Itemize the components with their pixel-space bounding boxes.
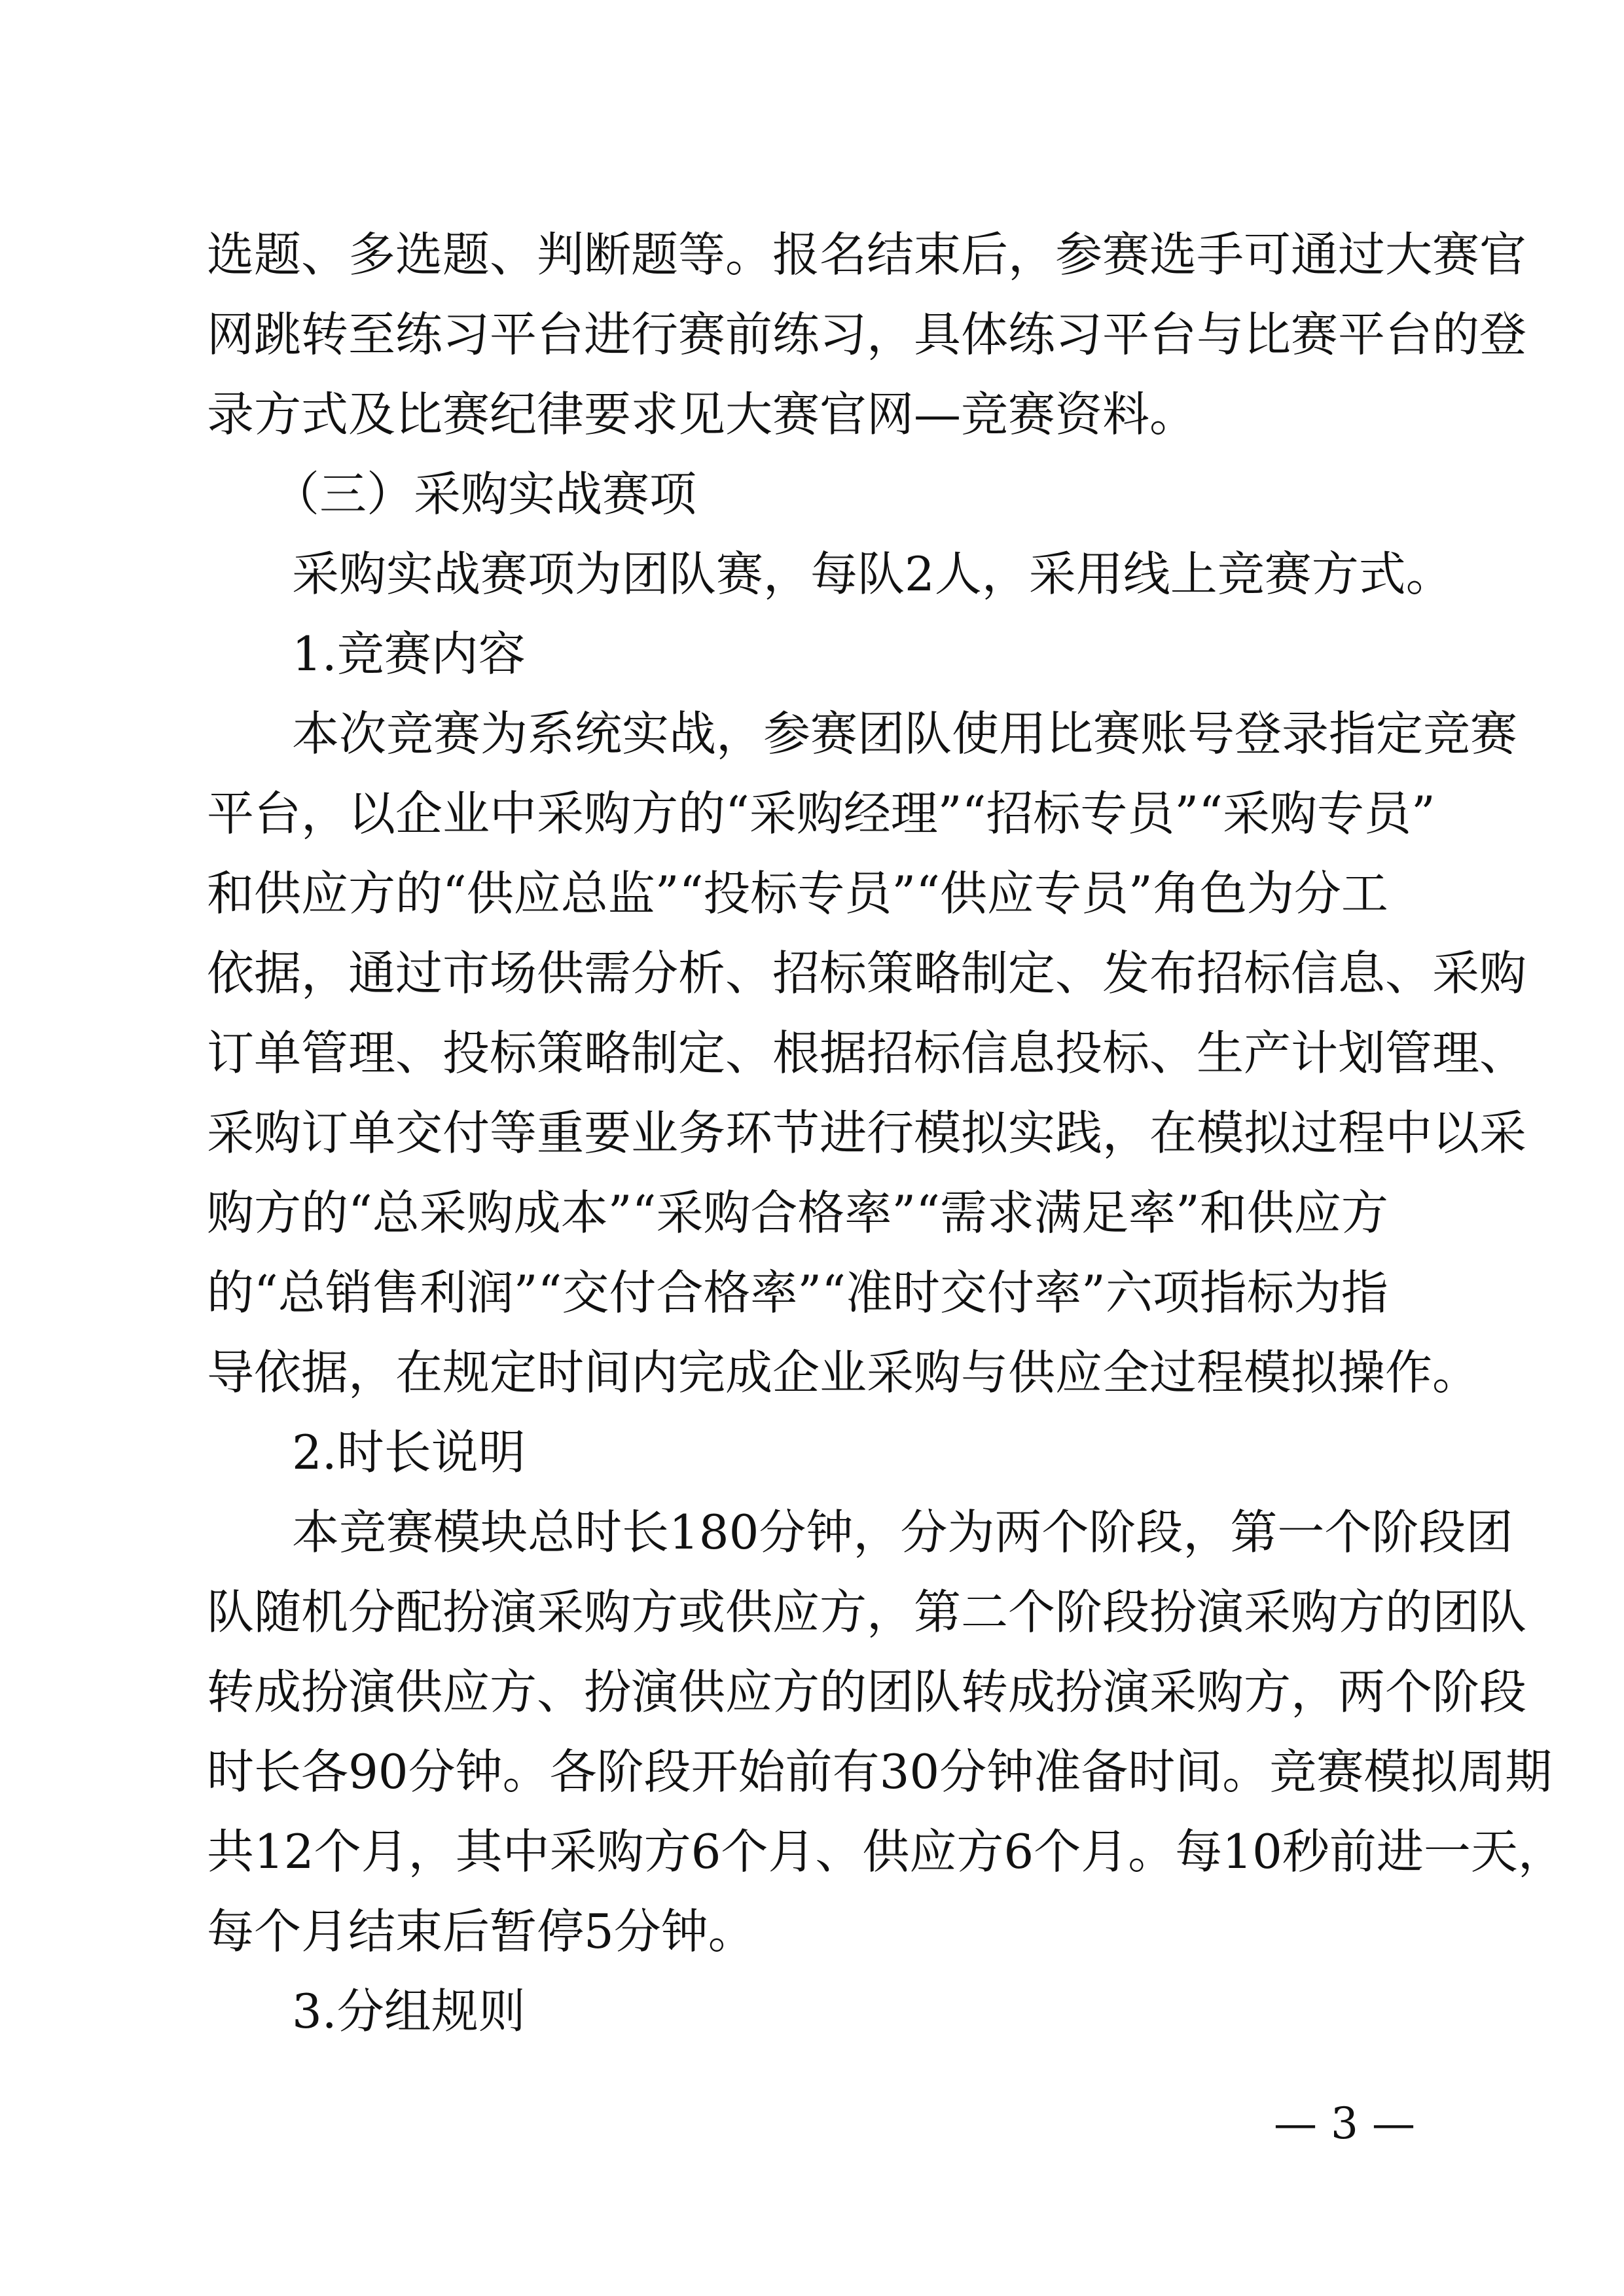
paragraph-line: 依据，通过市场供需分析、招标策略制定、发布招标信息、采购 [207, 946, 1527, 1001]
page-number: — 3 — [1274, 2098, 1415, 2149]
paragraph-line: 选题、多选题、判断题等。报名结束后，参赛选手可通过大赛官 [207, 227, 1527, 282]
paragraph-line: 导依据，在规定时间内完成企业采购与供应全过程模拟操作。 [207, 1345, 1480, 1400]
paragraph-line: 本竞赛模块总时长180分钟，分为两个阶段，第一个阶段团 [292, 1505, 1513, 1560]
subsection-heading: 2.时长说明 [292, 1425, 526, 1480]
paragraph-line: 网跳转至练习平台进行赛前练习，具体练习平台与比赛平台的登 [207, 307, 1527, 362]
paragraph-line: 本次竞赛为系统实战，参赛团队使用比赛账号登录指定竞赛 [292, 706, 1518, 761]
subsection-heading: 3.分组规则 [292, 1984, 526, 2039]
paragraph-line: 平台，以企业中采购方的“采购经理”“招标专员”“采购专员” [207, 786, 1435, 841]
paragraph-line: 购方的“总采购成本”“采购合格率”“需求满足率”和供应方 [207, 1185, 1388, 1240]
paragraph-line: 共12个月，其中采购方6个月、供应方6个月。每10秒前进一天， [207, 1824, 1565, 1879]
paragraph-line: 和供应方的“供应总监”“投标专员”“供应专员”角色为分工 [207, 866, 1388, 921]
paragraph-line: 转成扮演供应方、扮演供应方的团队转成扮演采购方，两个阶段 [207, 1664, 1527, 1719]
paragraph-line: 的“总销售利润”“交付合格率”“准时交付率”六项指标为指 [207, 1265, 1388, 1320]
paragraph-line: 采购订单交付等重要业务环节进行模拟实践，在模拟过程中以采 [207, 1105, 1527, 1160]
paragraph-line: 录方式及比赛纪律要求见大赛官网—竞赛资料。 [207, 387, 1197, 442]
subsection-heading: 1.竞赛内容 [292, 626, 526, 681]
paragraph-line: 订单管理、投标策略制定、根据招标信息投标、生产计划管理、 [207, 1026, 1527, 1081]
paragraph-line: 时长各90分钟。各阶段开始前有30分钟准备时间。竞赛模拟周期 [207, 1744, 1553, 1799]
section-heading: （三）采购实战赛项 [272, 467, 697, 522]
paragraph-line: 每个月结束后暂停5分钟。 [207, 1904, 755, 1959]
paragraph-line: 队随机分配扮演采购方或供应方，第二个阶段扮演采购方的团队 [207, 1585, 1527, 1640]
paragraph-line: 采购实战赛项为团队赛，每队2人，采用线上竞赛方式。 [292, 547, 1453, 601]
